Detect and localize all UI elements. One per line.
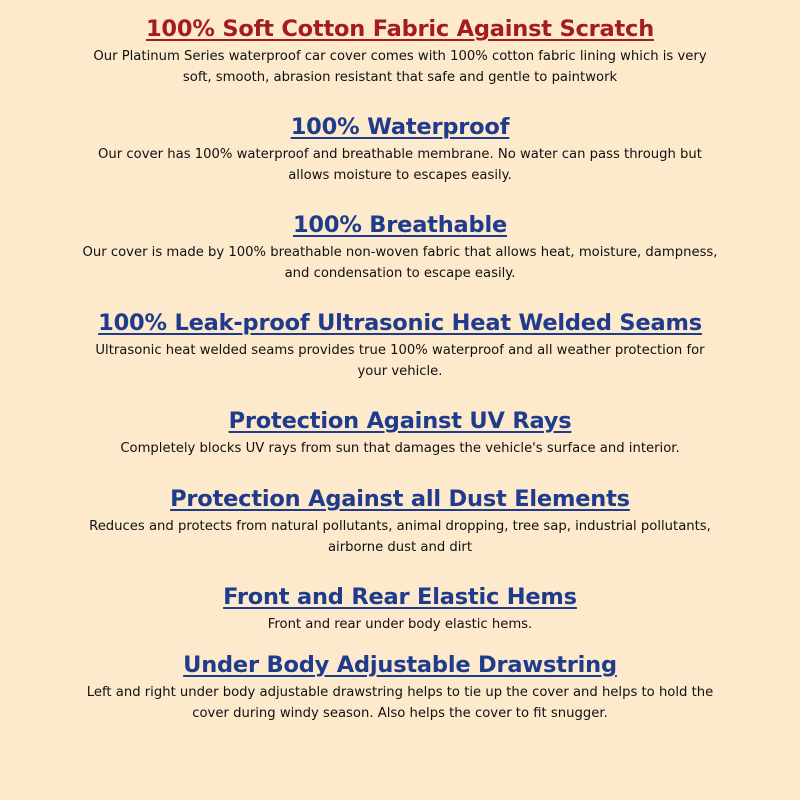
feature-heat-welded-seams	[80, 308, 720, 406]
feature-title: 100% Breathable	[292, 212, 508, 238]
feature-elastic-hems	[80, 582, 720, 650]
feature-description: Our Platinum Series waterproof car cover comes with 100% cotton fabric lining which is very soft, smooth, abrasion resistant that safe and gentle to paintwork	[93, 49, 707, 85]
feature-description: Reduces and protects from natural pollutants, animal dropping, tree sap, industrial pollutants, airborne dust and dirt	[89, 519, 711, 555]
feature-title: 100% Waterproof	[290, 114, 510, 140]
feature-title: Protection Against all Dust Elements	[170, 486, 630, 512]
feature-title: Under Body Adjustable Drawstring	[183, 652, 617, 678]
feature-description: Front and rear under body elastic hems.	[267, 617, 533, 632]
feature-description: Our cover is made by 100% breathable non-woven fabric that allows heat, moisture, dampness, and condensation to escape easily.	[82, 245, 718, 281]
feature-soft-cotton	[80, 14, 720, 112]
feature-title: 100% Leak-proof Ultrasonic Heat Welded Seams	[98, 310, 702, 336]
feature-description: Our cover has 100% waterproof and breathable membrane. No water can pass through but allows moisture to escapes easily.	[98, 147, 702, 183]
feature-waterproof	[80, 112, 720, 210]
feature-drawstring	[80, 650, 720, 748]
feature-title: 100% Soft Cotton Fabric Against Scratch	[145, 16, 655, 42]
feature-title: Front and Rear Elastic Hems	[223, 584, 577, 610]
feature-description: Ultrasonic heat welded seams provides true 100% waterproof and all weather protection for your vehicle.	[95, 343, 705, 379]
feature-title: Protection Against UV Rays	[228, 408, 572, 434]
feature-dust-protection	[80, 484, 720, 582]
feature-breathable	[80, 210, 720, 308]
feature-description: Left and right under body adjustable drawstring helps to tie up the cover and helps to hold the cover during windy season. Also helps the cover to fit snugger.	[86, 685, 714, 721]
feature-uv-protection	[80, 406, 720, 484]
feature-description: Completely blocks UV rays from sun that damages the vehicle's surface and interior.	[120, 441, 680, 456]
